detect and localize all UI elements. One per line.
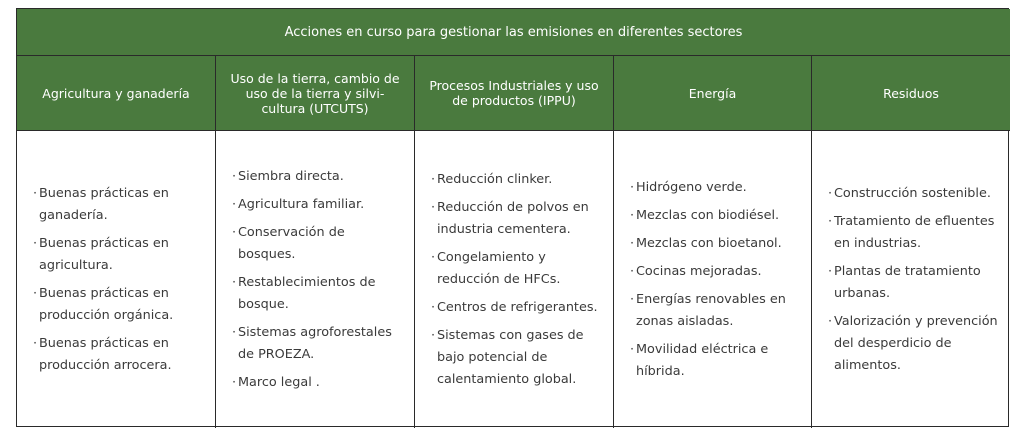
column-header-energia: Energía <box>614 56 812 131</box>
list-item: · Buenas prácticas en producción arrocera. <box>31 333 205 377</box>
column-header-residuos: Residuos <box>812 56 1010 131</box>
action-list <box>429 169 603 391</box>
list-item: · Valorización y prevención del desperdicio de alimentos. <box>826 311 1000 377</box>
list-item: · Siembra directa. <box>230 166 404 188</box>
action-list <box>230 166 404 394</box>
column-header-utcuts: Uso de la tierra, cambio de uso de la tierra y silvi-cultura (UTCUTS) <box>216 56 415 131</box>
list-item: · Buenas prácticas en ganadería. <box>31 183 205 227</box>
column-header-ippu: Procesos Industriales y uso de productos (IPPU) <box>415 56 614 131</box>
list-item: · Sistemas agroforestales de PROEZA. <box>230 322 404 366</box>
list-item: · Hidrógeno verde. <box>628 177 801 199</box>
list-item: · Cocinas mejoradas. <box>628 261 801 283</box>
list-item: · Reducción clinker. <box>429 169 603 191</box>
list-item: · Movilidad eléctrica e híbrida. <box>628 339 801 383</box>
column-cell-ippu <box>415 131 614 428</box>
list-item: · Marco legal . <box>230 372 404 394</box>
column-cell-utcuts <box>216 131 415 428</box>
list-item: · Mezclas con biodiésel. <box>628 205 801 227</box>
action-list <box>31 183 205 377</box>
column-cell-energia <box>614 131 812 428</box>
list-item: · Conservación de bosques. <box>230 222 404 266</box>
action-list <box>826 183 1000 377</box>
list-item: · Sistemas con gases de bajo potencial de calentamiento global. <box>429 325 603 391</box>
list-item: · Congelamiento y reducción de HFCs. <box>429 247 603 291</box>
list-item: · Buenas prácticas en agricultura. <box>31 233 205 277</box>
list-item: · Reducción de polvos en industria cementera. <box>429 197 603 241</box>
list-item: · Buenas prácticas en producción orgánica. <box>31 283 205 327</box>
list-item: · Restablecimientos de bosque. <box>230 272 404 316</box>
list-item: · Energías renovables en zonas aisladas. <box>628 289 801 333</box>
list-item: · Tratamiento de efluentes en industrias. <box>826 211 1000 255</box>
list-item: · Plantas de tratamiento urbanas. <box>826 261 1000 305</box>
list-item: · Mezclas con bioetanol. <box>628 233 801 255</box>
list-item: · Centros de refrigerantes. <box>429 297 603 319</box>
column-header-agricultura: Agricultura y ganadería <box>17 56 216 131</box>
sector-actions-table <box>16 8 1009 427</box>
list-item: · Construcción sostenible. <box>826 183 1000 205</box>
table-title: Acciones en curso para gestionar las emisiones en diferentes sectores <box>17 9 1010 56</box>
action-list <box>628 177 801 383</box>
column-cell-residuos <box>812 131 1010 428</box>
column-cell-agricultura <box>17 131 216 428</box>
list-item: · Agricultura familiar. <box>230 194 404 216</box>
